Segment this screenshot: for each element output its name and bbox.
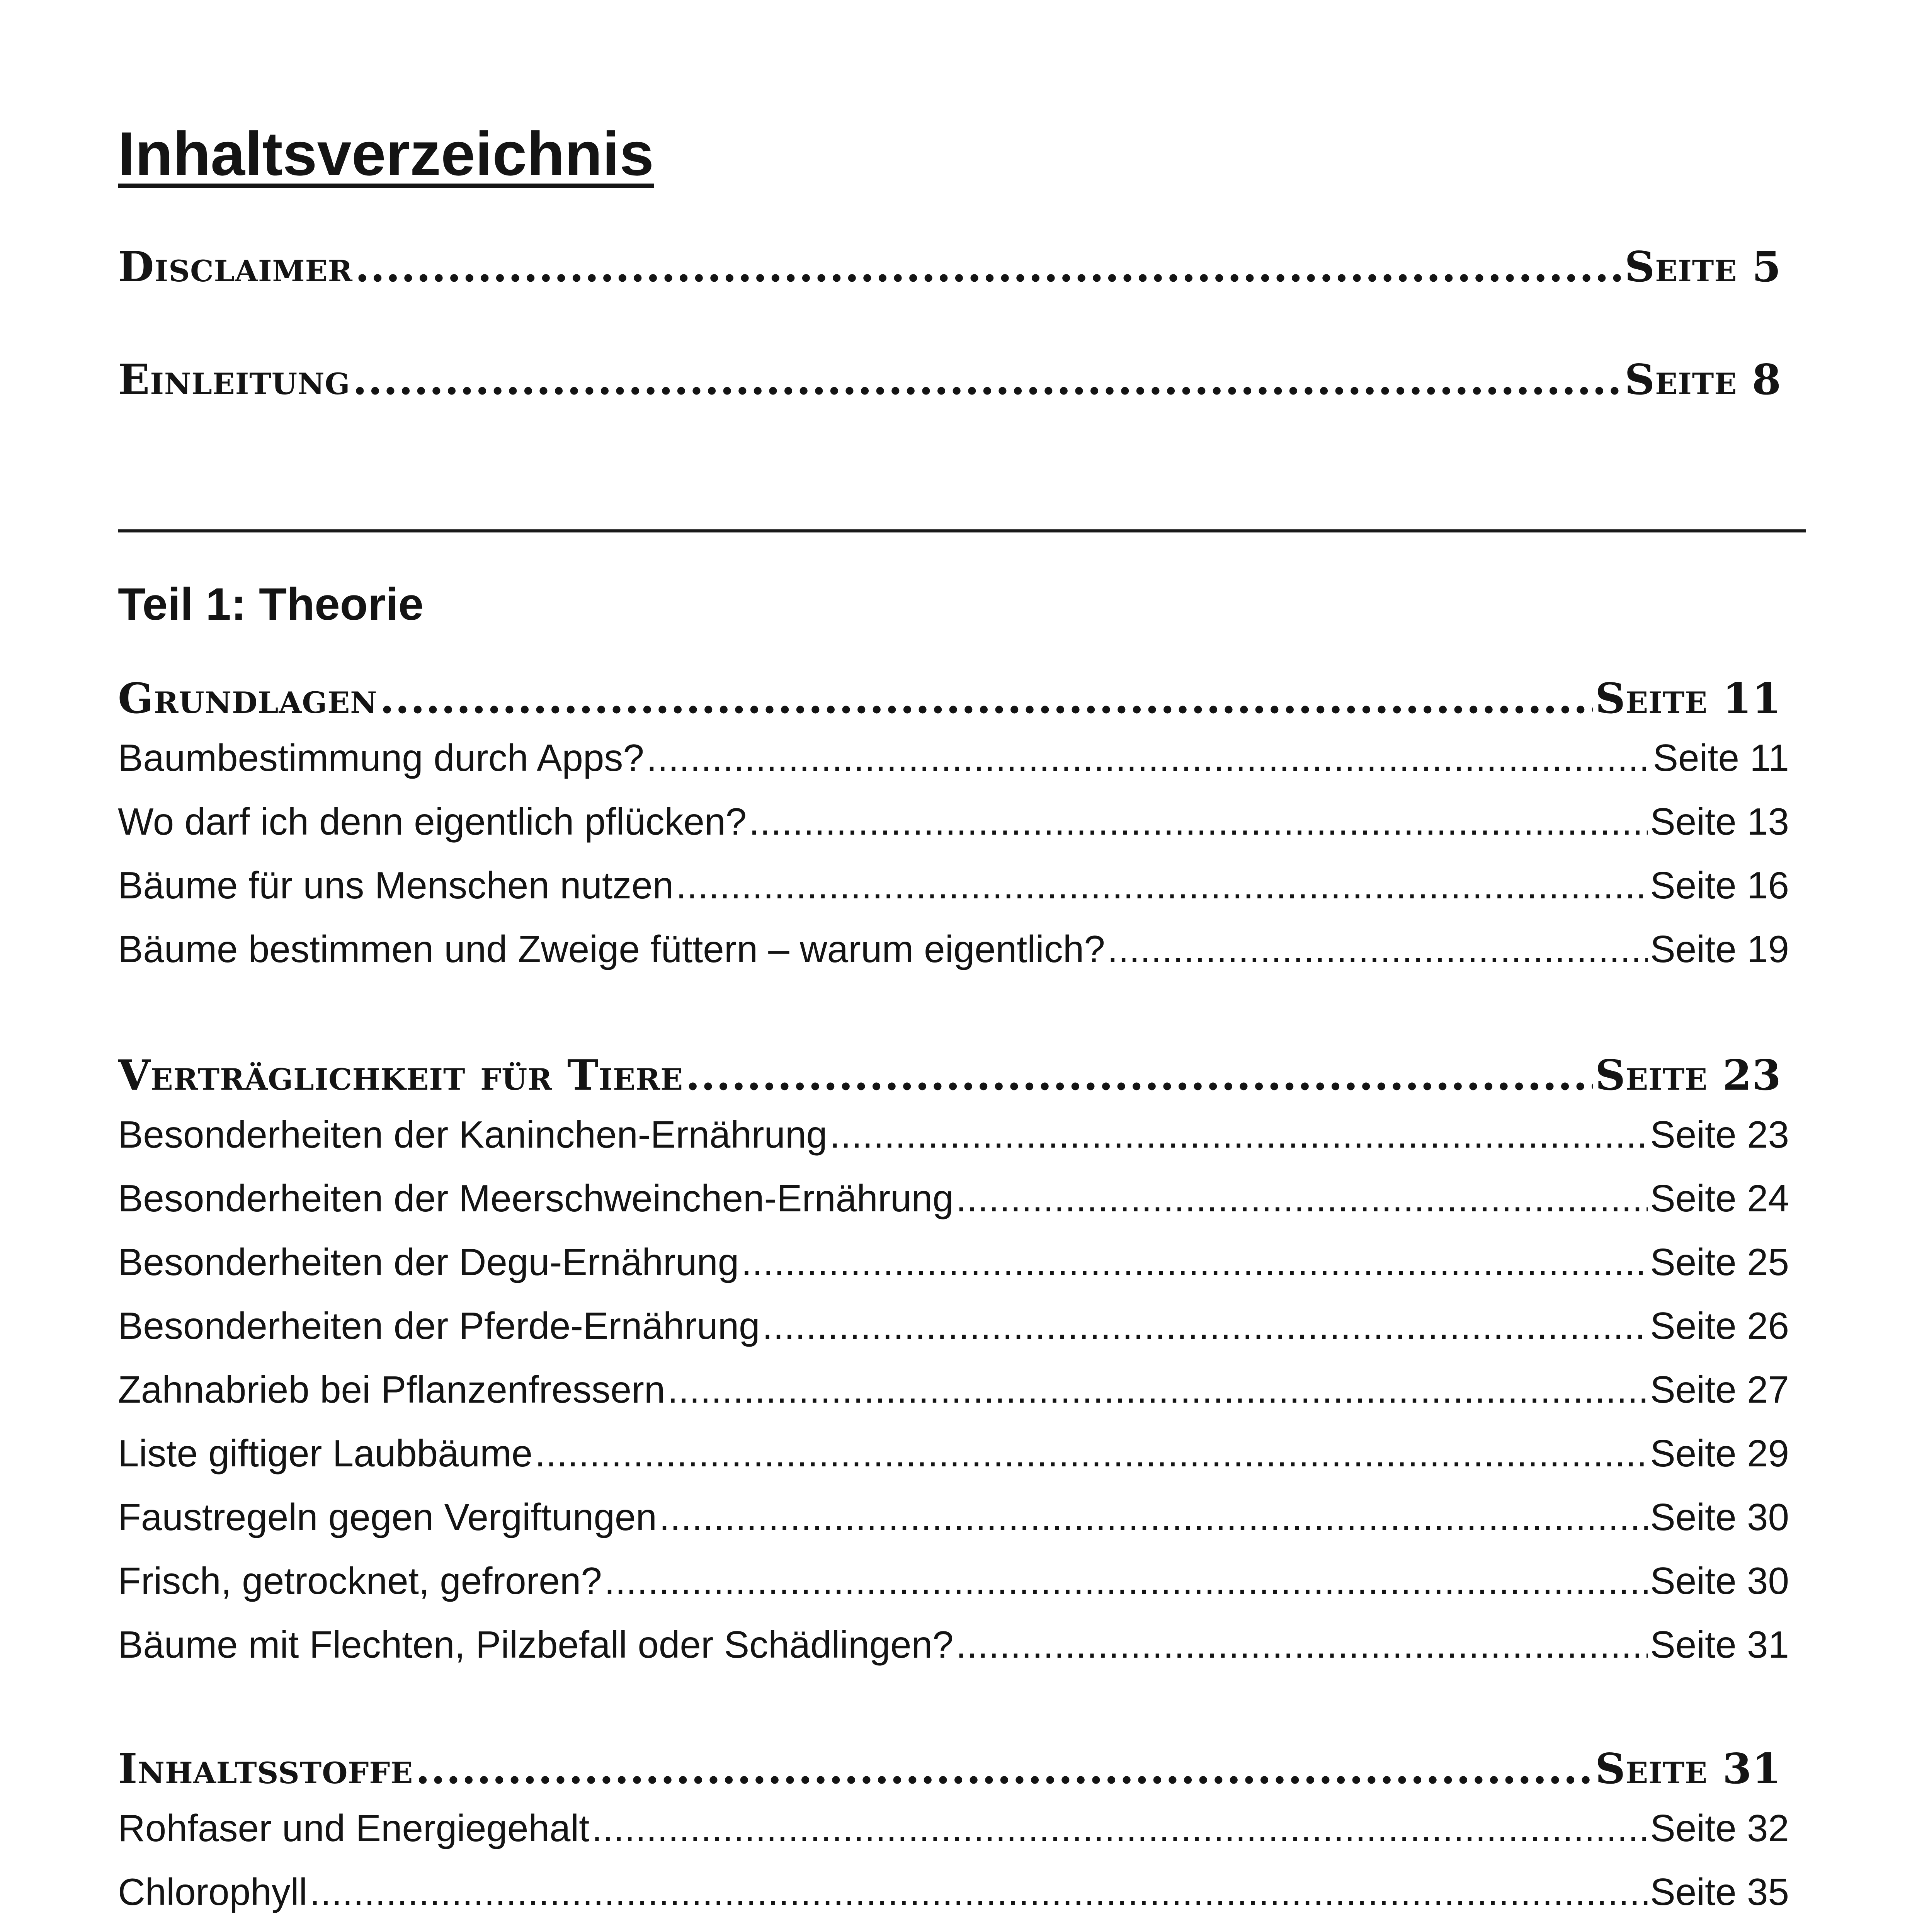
part-title: Teil 1: Theorie (118, 579, 424, 630)
dot-leader (380, 674, 1593, 723)
toc-entry[interactable] (118, 1113, 1789, 1156)
toc-page-ref: Seite 30 (1650, 1496, 1789, 1538)
dot-leader (415, 1745, 1593, 1793)
toc-chapter-label: Einleitung (118, 355, 350, 404)
toc-entry-label: Besonderheiten der Degu-Ernährung (118, 1241, 739, 1283)
toc-entry-label: Faustregeln gegen Vergiftungen (118, 1496, 657, 1538)
toc-entry-label: Besonderheiten der Pferde-Ernährung (118, 1304, 760, 1347)
toc-page-ref: Seite 11 (1653, 736, 1789, 779)
toc-entry[interactable] (118, 1870, 1789, 1914)
toc-chapter-label: Disclaimer (118, 243, 353, 291)
dot-leader (352, 355, 1622, 404)
toc-page-ref: Seite 5 (1624, 243, 1781, 291)
toc-entry-label: Bäume für uns Menschen nutzen (118, 864, 674, 906)
toc-chapter-label: Verträglichkeit für Tiere (118, 1051, 684, 1100)
toc-page-ref: Seite 26 (1650, 1304, 1789, 1347)
toc-entry[interactable] (118, 1623, 1789, 1667)
toc-entry[interactable] (118, 1240, 1789, 1284)
toc-entry[interactable] (118, 927, 1789, 971)
toc-page-ref: Seite 23 (1650, 1113, 1789, 1156)
toc-entry-label: Rohfaser und Energiegehalt (118, 1807, 590, 1849)
toc-entry[interactable] (118, 1495, 1789, 1539)
dot-leader (604, 1559, 1648, 1603)
toc-chapter-label: Inhaltsstoffe (118, 1745, 413, 1793)
toc-entry-label: Besonderheiten der Kaninchen-Ernährung (118, 1113, 828, 1156)
toc-entry-label: Wo darf ich denn eigentlich pflücken? (118, 800, 747, 843)
dot-leader (830, 1113, 1648, 1156)
toc-page-ref: Seite 27 (1650, 1368, 1789, 1411)
toc-entry[interactable] (118, 864, 1789, 907)
dot-leader (667, 1368, 1648, 1412)
toc-page-ref: Seite 11 (1595, 674, 1781, 723)
dot-leader (355, 243, 1623, 291)
toc-page-ref: Seite 31 (1595, 1745, 1781, 1793)
dot-leader (1107, 927, 1648, 971)
toc-entry[interactable] (118, 1304, 1789, 1348)
toc-entry-label: Besonderheiten der Meerschweinchen-Ernährung (118, 1177, 954, 1219)
dot-leader (592, 1806, 1648, 1850)
dot-leader (956, 1177, 1648, 1220)
toc-page-ref: Seite 31 (1650, 1623, 1789, 1666)
toc-entry-label: Baumbestimmung durch Apps? (118, 736, 644, 779)
toc-page-ref: Seite 35 (1650, 1871, 1789, 1913)
toc-page-ref: Seite 29 (1650, 1432, 1789, 1475)
toc-entry-label: Chlorophyll (118, 1871, 308, 1913)
dot-leader (749, 800, 1648, 844)
page-title: Inhaltsverzeichnis (118, 119, 654, 188)
toc-entry-label: Bäume mit Flechten, Pilzbefall oder Schädlingen? (118, 1623, 954, 1666)
toc-page-ref: Seite 23 (1595, 1051, 1781, 1100)
toc-page-ref: Seite 30 (1650, 1560, 1789, 1602)
toc-chapter-inhaltsstoffe[interactable] (118, 1745, 1781, 1793)
toc-page-ref: Seite 25 (1650, 1241, 1789, 1283)
dot-leader (762, 1304, 1648, 1348)
toc-chapter-grundlagen[interactable] (118, 674, 1781, 723)
toc-entry-label: Zahnabrieb bei Pflanzenfressern (118, 1368, 665, 1411)
toc-entry[interactable] (118, 1177, 1789, 1220)
dot-leader (741, 1240, 1648, 1284)
toc-entry[interactable] (118, 1559, 1789, 1603)
dot-leader (535, 1432, 1648, 1475)
section-divider (118, 529, 1806, 532)
toc-entry-label: Frisch, getrocknet, gefroren? (118, 1560, 602, 1602)
toc-entry[interactable] (118, 736, 1789, 780)
toc-page-ref: Seite 16 (1650, 864, 1789, 906)
dot-leader (659, 1495, 1648, 1539)
dot-leader (685, 1051, 1593, 1100)
toc-entry[interactable] (118, 1806, 1789, 1850)
toc-chapter-vertraeglichkeit[interactable] (118, 1051, 1781, 1100)
toc-entry-label: Bäume bestimmen und Zweige füttern – warum eigentlich? (118, 928, 1105, 970)
toc-chapter-disclaimer[interactable] (118, 243, 1781, 291)
dot-leader (956, 1623, 1648, 1667)
toc-entry-label: Liste giftiger Laubbäume (118, 1432, 533, 1475)
toc-page-ref: Seite 8 (1624, 355, 1781, 404)
dot-leader (676, 864, 1648, 907)
toc-entry[interactable] (118, 800, 1789, 844)
toc-page-ref: Seite 13 (1650, 800, 1789, 843)
toc-chapter-label: Grundlagen (118, 674, 378, 723)
toc-page-ref: Seite 24 (1650, 1177, 1789, 1219)
toc-page-ref: Seite 32 (1650, 1807, 1789, 1849)
dot-leader (646, 736, 1651, 780)
toc-entry[interactable] (118, 1368, 1789, 1412)
toc-page-ref: Seite 19 (1650, 928, 1789, 970)
toc-entry[interactable] (118, 1432, 1789, 1475)
toc-chapter-einleitung[interactable] (118, 355, 1781, 404)
dot-leader (310, 1870, 1648, 1914)
